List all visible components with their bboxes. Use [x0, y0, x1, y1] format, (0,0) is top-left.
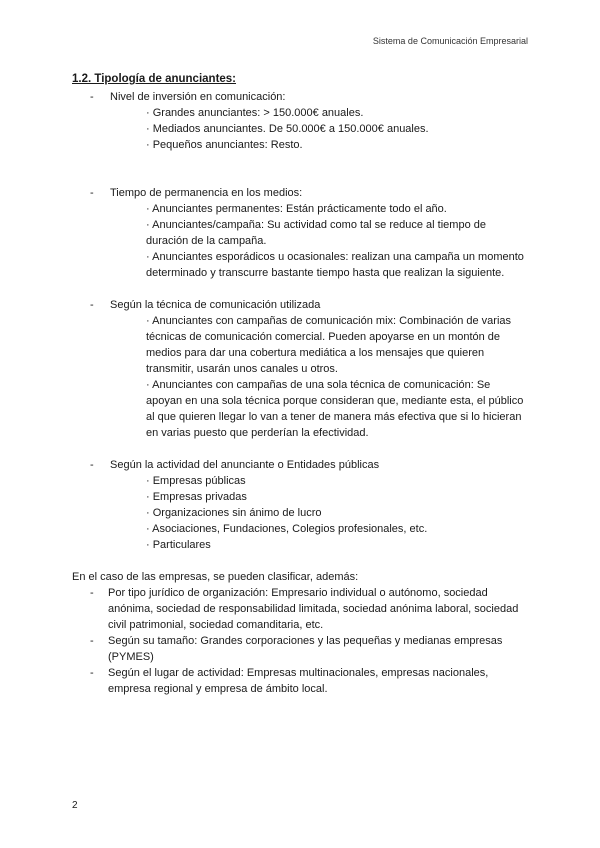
page-number: 2 [72, 800, 78, 811]
section-heading: Tiempo de permanencia en los medios: [110, 187, 303, 199]
list-item: · Particulares [146, 539, 211, 551]
dash-bullet: - [90, 91, 94, 103]
list-item: · Pequeños anunciantes: Resto. [146, 139, 303, 151]
document-body [72, 89, 528, 697]
section-heading: Según la técnica de comunicación utilizada [110, 299, 321, 311]
list-item: · Anunciantes con campañas de una sola técnica de comunicación: Se apoyan en una sola técnica porque consideran que, mediante esta, el público al que quieren llegar lo van a tener de manera más efectiva que si lo hicieran en varias puesto que perderían la efectividad. [146, 379, 524, 439]
companies-intro: En el caso de las empresas, se pueden clasificar, además: [72, 571, 359, 583]
running-header: Sistema de Comunicación Empresarial [372, 36, 528, 46]
list-item: · Organizaciones sin ánimo de lucro [146, 507, 322, 519]
list-item: · Grandes anunciantes: > 150.000€ anuales. [146, 107, 364, 119]
list-item: · Anunciantes permanentes: Están prácticamente todo el año. [146, 203, 447, 215]
list-item: · Mediados anunciantes. De 50.000€ a 150.000€ anuales. [146, 123, 429, 135]
section-technique [72, 297, 528, 441]
dash-bullet: - [90, 299, 94, 311]
companies-list-item [72, 665, 528, 697]
dash-bullet: - [90, 459, 94, 471]
list-item-text: Por tipo jurídico de organización: Empresario individual o autónomo, sociedad anónima, sociedad de responsabilidad limitada, sociedad anónima laboral, sociedad civil patrimonial, sociedad comanditaria, etc. [108, 587, 519, 631]
section-heading: Según la actividad del anunciante o Entidades públicas [110, 459, 380, 471]
list-item: · Anunciantes esporádicos u ocasionales: realizan una campaña un momento determinado y transcurre bastante tiempo hasta que realizan la siguiente. [146, 251, 524, 279]
list-item: · Anunciantes con campañas de comunicación mix: Combinación de varias técnicas de comunicación comercial. Pueden apoyarse en un montón de medios para dar una cobertura mediática a los mensajes que quieren transmitir, usarán unos canales u otros. [146, 315, 512, 375]
companies-list-item [72, 633, 528, 665]
dash-bullet: - [90, 187, 94, 199]
dash-bullet: - [90, 667, 94, 679]
companies-list-item [72, 585, 528, 633]
section-activity [72, 457, 528, 553]
dash-bullet: - [90, 635, 94, 647]
list-item-text: Según el lugar de actividad: Empresas multinacionales, empresas nacionales, empresa regional y empresa de ámbito local. [108, 667, 489, 695]
list-item: · Asociaciones, Fundaciones, Colegios profesionales, etc. [146, 523, 428, 535]
list-item-text: Según su tamaño: Grandes corporaciones y las pequeñas y medianas empresas (PYMES) [108, 635, 503, 663]
list-item: · Empresas privadas [146, 491, 247, 503]
section-investment [72, 89, 528, 153]
section-title: 1.2. Tipología de anunciantes: [72, 73, 237, 85]
list-item: · Anunciantes/campaña: Su actividad como tal se reduce al tiempo de duración de la campaña. [146, 219, 486, 247]
section-heading: Nivel de inversión en comunicación: [110, 91, 286, 103]
dash-bullet: - [90, 587, 94, 599]
list-item: · Empresas públicas [146, 475, 246, 487]
section-permanence [72, 185, 528, 281]
